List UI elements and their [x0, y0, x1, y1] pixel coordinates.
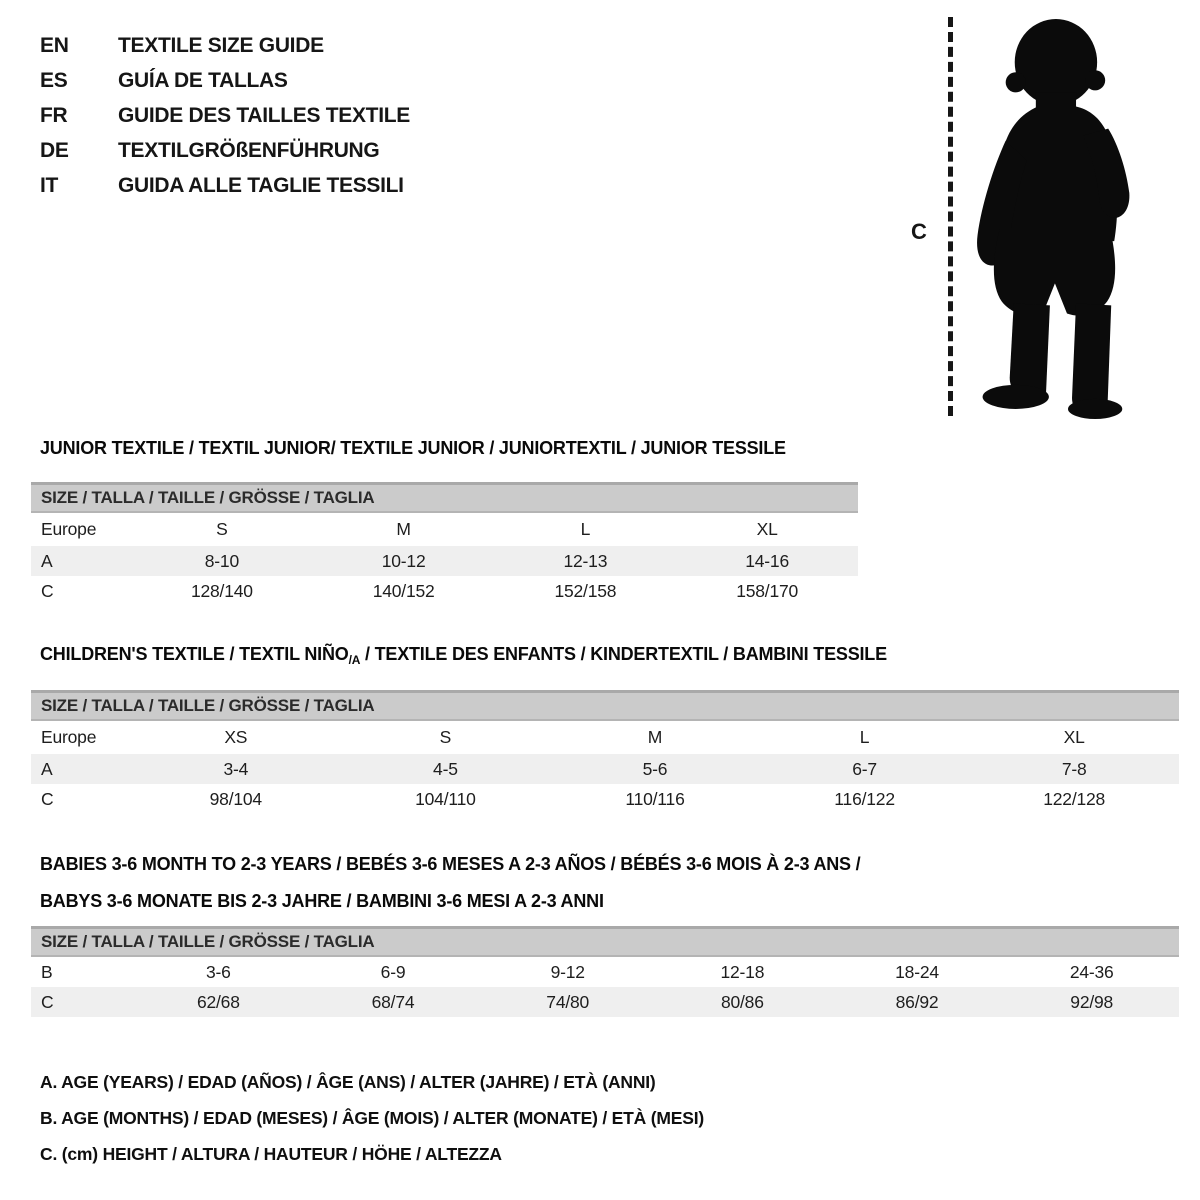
height-cell: 80/86	[720, 992, 764, 1012]
language-title: TEXTILE SIZE GUIDE	[118, 33, 324, 57]
table-row-height-cm	[31, 576, 858, 606]
language-title: TEXTILGRÖßENFÜHRUNG	[118, 138, 380, 162]
language-row-it	[40, 168, 410, 203]
table-row-age-months	[31, 957, 1179, 987]
row-label: A	[41, 759, 53, 779]
height-cell: 140/152	[372, 581, 435, 601]
age-cell: 18-24	[895, 962, 939, 982]
table-row-europe	[31, 721, 1179, 754]
table-row-age-years	[31, 754, 1179, 784]
size-header-bar: SIZE / TALLA / TAILLE / GRÖSSE / TAGLIA	[31, 926, 1179, 957]
height-cell: 122/128	[1043, 789, 1106, 809]
babies-title-line1: BABIES 3-6 MONTH TO 2-3 YEARS / BEBÉS 3-6 MESES A 2-3 AÑOS / BÉBÉS 3-6 MOIS À 2-3 ANS /	[40, 854, 861, 874]
children-title-sub: /A	[348, 653, 361, 667]
size-header-bar: SIZE / TALLA / TAILLE / GRÖSSE / TAGLIA	[31, 690, 1179, 721]
size-cell: S	[439, 727, 452, 747]
language-code: DE	[40, 138, 69, 162]
children-size-table	[31, 690, 1179, 814]
height-cell: 98/104	[209, 789, 262, 809]
row-label: Europe	[41, 519, 97, 539]
legend-age-years: A. AGE (YEARS) / EDAD (AÑOS) / ÂGE (ANS) / ALTER (JAHRE) / ETÀ (ANNI)	[40, 1072, 656, 1092]
language-row-fr	[40, 98, 410, 133]
age-cell: 6-7	[852, 759, 877, 779]
row-label: Europe	[41, 727, 97, 747]
row-label: C	[41, 992, 54, 1012]
age-cell: 6-9	[380, 962, 406, 982]
age-cell: 3-4	[223, 759, 249, 779]
height-cell: 104/110	[415, 789, 476, 809]
age-cell: 10-12	[381, 551, 426, 571]
language-code: FR	[40, 103, 68, 127]
row-label: C	[41, 789, 54, 809]
size-cell: XL	[756, 519, 778, 539]
age-cell: 24-36	[1069, 962, 1114, 982]
language-code: EN	[40, 33, 69, 57]
measure-c-label: C	[911, 219, 927, 244]
height-cell: 110/116	[625, 789, 685, 809]
age-cell: 12-18	[720, 962, 765, 982]
height-cell: 92/98	[1070, 992, 1114, 1012]
children-title-main: CHILDREN'S TEXTILE / TEXTIL NIÑO	[40, 644, 349, 664]
language-title: GUÍA DE TALLAS	[118, 68, 288, 92]
children-section-title	[40, 644, 887, 667]
language-title-list	[40, 28, 410, 203]
language-title: GUIDA ALLE TAGLIE TESSILI	[118, 173, 404, 197]
table-row-height-cm	[31, 987, 1179, 1017]
size-cell: S	[216, 519, 228, 539]
legend-age-months: B. AGE (MONTHS) / EDAD (MESES) / ÂGE (MOIS) / ALTER (MONATE) / ETÀ (MESI)	[40, 1108, 704, 1128]
table-row-height-cm	[31, 784, 1179, 814]
babies-size-table	[31, 926, 1179, 1017]
baby-silhouette-icon	[967, 14, 1171, 420]
table-row-europe	[31, 513, 858, 546]
junior-size-table	[31, 482, 858, 606]
height-cell: 152/158	[554, 581, 617, 601]
age-cell: 3-6	[205, 962, 231, 982]
language-row-de	[40, 133, 410, 168]
age-cell: 4-5	[433, 759, 458, 779]
size-cell: L	[859, 727, 870, 747]
height-cell: 86/92	[895, 992, 939, 1012]
row-label: B	[41, 962, 53, 982]
size-cell: M	[396, 519, 411, 539]
height-cell: 74/80	[546, 992, 590, 1012]
size-cell: M	[647, 727, 663, 747]
babies-section-title	[40, 846, 860, 920]
language-row-en	[40, 28, 410, 63]
size-header-bar: SIZE / TALLA / TAILLE / GRÖSSE / TAGLIA	[31, 482, 858, 513]
height-cell: 128/140	[190, 581, 253, 601]
junior-section-title: JUNIOR TEXTILE / TEXTIL JUNIOR/ TEXTILE JUNIOR / JUNIORTEXTIL / JUNIOR TESSILE	[40, 438, 786, 458]
height-dashed-line	[948, 17, 953, 416]
children-title-rest: / TEXTILE DES ENFANTS / KINDERTEXTIL / BAMBINI TESSILE	[360, 644, 887, 664]
table-row-age-years	[31, 546, 858, 576]
height-measure-figure	[895, 14, 1185, 420]
height-cell: 62/68	[196, 992, 240, 1012]
height-cell: 116/122	[834, 789, 895, 809]
measure-legend	[40, 1064, 704, 1172]
size-cell: XL	[1063, 727, 1085, 747]
row-label: C	[41, 581, 54, 601]
row-label: A	[41, 551, 53, 571]
language-row-es	[40, 63, 410, 98]
language-title: GUIDE DES TAILLES TEXTILE	[118, 103, 410, 127]
age-cell: 8-10	[204, 551, 239, 571]
legend-height-cm: C. (cm) HEIGHT / ALTURA / HAUTEUR / HÖHE / ALTEZZA	[40, 1144, 502, 1164]
age-cell: 9-12	[550, 962, 585, 982]
height-cell: 68/74	[371, 992, 415, 1012]
height-cell: 158/170	[736, 581, 799, 601]
language-code: ES	[40, 68, 68, 92]
age-cell: 12-13	[563, 551, 608, 571]
babies-title-line2: BABYS 3-6 MONATE BIS 2-3 JAHRE / BAMBINI 3-6 MESI A 2-3 ANNI	[40, 891, 604, 911]
age-cell: 14-16	[745, 551, 789, 571]
age-cell: 5-6	[642, 759, 668, 779]
size-cell: XS	[224, 727, 248, 747]
size-cell: L	[580, 519, 591, 539]
age-cell: 7-8	[1061, 759, 1087, 779]
language-code: IT	[40, 173, 59, 197]
